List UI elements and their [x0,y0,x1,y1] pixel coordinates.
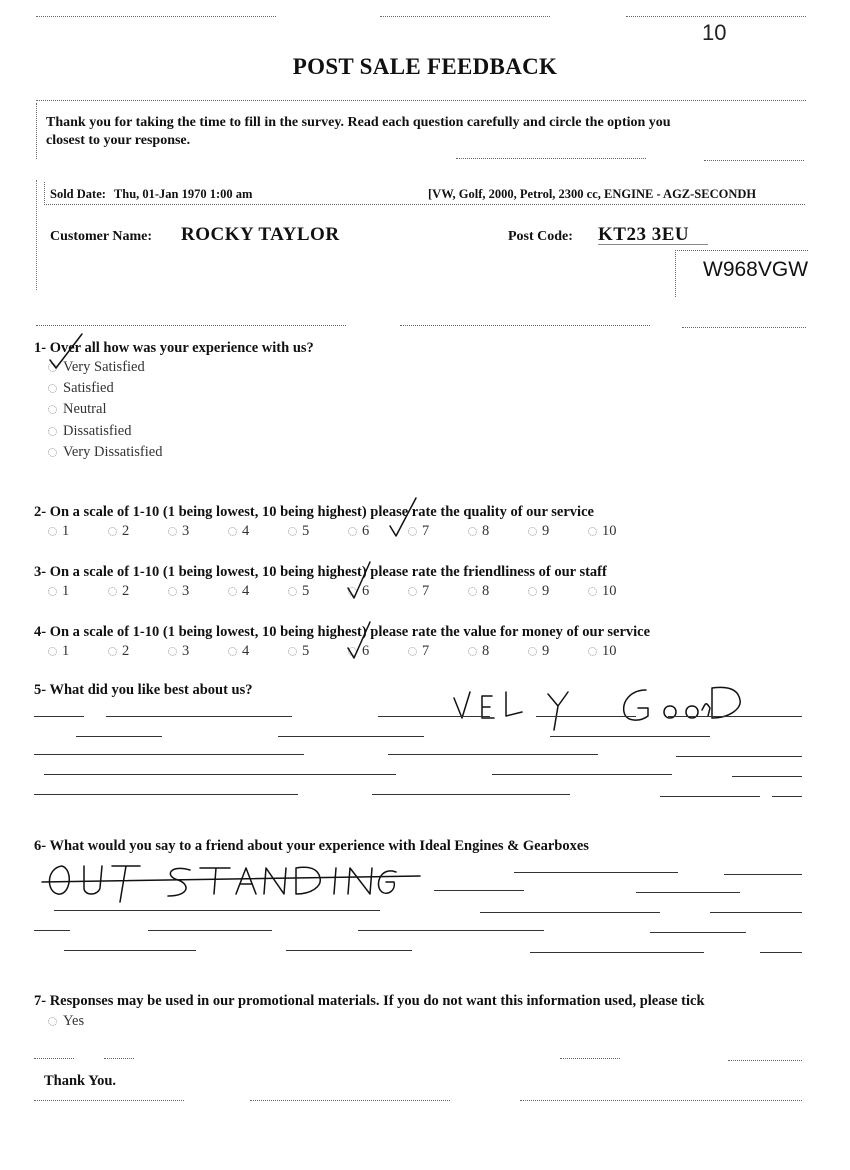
q4-option[interactable]: 9 [528,643,588,660]
radio-icon[interactable] [228,647,237,656]
answer-line [64,950,196,951]
q6-handwritten-answer [40,856,400,906]
radio-icon[interactable] [48,448,57,457]
radio-icon[interactable] [108,647,117,656]
divider [520,1100,802,1101]
customer-name-value: ROCKY TAYLOR [181,224,340,245]
q2-option[interactable]: 1 [48,523,108,540]
divider [36,16,276,17]
answer-line [480,912,660,913]
q2-option[interactable]: 4 [228,523,288,540]
q4-option[interactable]: 7 [408,643,468,660]
q2-option[interactable]: 8 [468,523,528,540]
q2-option[interactable]: 10 [588,523,628,540]
q4-option[interactable]: 2 [108,643,168,660]
q4-option[interactable]: 5 [288,643,348,660]
radio-icon[interactable] [228,587,237,596]
radio-icon[interactable] [348,527,357,536]
divider [34,1058,74,1059]
answer-line [710,912,802,913]
divider [560,1058,620,1059]
radio-icon[interactable] [48,587,57,596]
q3-option[interactable]: 5 [288,583,348,600]
q2-option[interactable]: 5 [288,523,348,540]
answer-line [44,774,396,775]
radio-icon[interactable] [228,527,237,536]
answer-line [278,736,424,737]
q1-option-very-dissatisfied[interactable]: Very Dissatisfied [48,444,162,461]
answer-line [732,776,802,777]
radio-icon[interactable] [408,587,417,596]
q3-option[interactable]: 3 [168,583,228,600]
radio-icon[interactable] [48,405,57,414]
page-number: 10 [702,20,727,45]
q4-option[interactable]: 4 [228,643,288,660]
q3-scale [48,583,628,600]
q1-option-satisfied[interactable]: Satisfied [48,380,114,397]
answer-line [514,872,678,873]
question-7: 7- Responses may be used in our promotional materials. If you do not want this information used, please tick [34,993,705,1009]
q5-handwritten-answer [430,672,750,732]
radio-icon[interactable] [588,527,597,536]
q3-option[interactable]: 8 [468,583,528,600]
radio-icon[interactable] [288,587,297,596]
divider [380,16,550,17]
radio-icon[interactable] [48,1017,57,1026]
radio-icon[interactable] [48,427,57,436]
radio-icon[interactable] [168,527,177,536]
margin-line [36,180,37,290]
radio-icon[interactable] [288,647,297,656]
intro-line-1: Thank you for taking the time to fill in the survey. Read each question carefully and circle the option you [46,115,671,130]
divider [682,327,806,328]
intro-line-2: closest to your response. [46,133,191,148]
q2-option[interactable]: 6 [348,523,408,540]
reference-number: W968VGW [703,258,809,281]
answer-line [388,754,598,755]
answer-line [668,716,802,717]
intro-text [46,114,806,150]
answer-line [772,796,802,797]
q4-option[interactable]: 3 [168,643,228,660]
q2-option[interactable]: 2 [108,523,168,540]
radio-icon[interactable] [408,647,417,656]
divider [400,325,650,326]
radio-icon[interactable] [468,587,477,596]
radio-icon[interactable] [168,647,177,656]
post-code-underline [598,244,708,245]
answer-line [530,952,704,953]
answer-line [76,736,162,737]
answer-line [106,716,292,717]
answer-line [434,890,524,891]
answer-line [34,930,70,931]
radio-icon[interactable] [168,587,177,596]
radio-icon[interactable] [588,647,597,656]
answer-line [54,910,380,911]
q2-option[interactable]: 7 [408,523,468,540]
q3-option[interactable]: 9 [528,583,588,600]
vehicle-description: [VW, Golf, 2000, Petrol, 2300 cc, ENGINE - AGZ-SECONDH [428,187,757,201]
q3-option[interactable]: 4 [228,583,288,600]
q3-option[interactable]: 10 [588,583,628,600]
q2-tick-mark-icon [380,496,430,546]
radio-icon[interactable] [48,527,57,536]
radio-icon[interactable] [468,647,477,656]
answer-line [148,930,272,931]
answer-line [378,716,490,717]
q4-option[interactable]: 1 [48,643,108,660]
divider [728,1060,802,1061]
question-5: 5- What did you like best about us? [34,682,253,698]
radio-icon[interactable] [528,527,537,536]
divider [34,1100,184,1101]
answer-line [492,774,672,775]
sold-date-value: Thu, 01-Jan 1970 1:00 am [113,187,253,201]
question-1: 1- Over all how was your experience with us? [34,340,314,356]
divider [456,158,646,159]
q3-option[interactable]: 2 [108,583,168,600]
question-6: 6- What would you say to a friend about your experience with Ideal Engines & Gearboxes [34,838,589,854]
radio-icon[interactable] [288,527,297,536]
question-3: 3- On a scale of 1-10 (1 being lowest, 10 being highest) please rate the friendliness of our staff [34,564,607,580]
divider [36,100,806,101]
q1-option-neutral[interactable]: Neutral [48,401,106,418]
answer-line [536,716,636,717]
question-4: 4- On a scale of 1-10 (1 being lowest, 10 being highest) please rate the value for money of our service [34,624,651,640]
closing-text: Thank You. [44,1073,117,1089]
q2-option[interactable]: 3 [168,523,228,540]
q4-tick-mark-icon [340,620,390,665]
q7-option-yes[interactable]: Yes [48,1013,84,1030]
radio-icon[interactable] [588,587,597,596]
q3-option[interactable]: 6 [348,583,408,600]
answer-line [660,796,760,797]
radio-icon[interactable] [108,527,117,536]
handwriting-icon [40,856,400,906]
radio-icon[interactable] [48,647,57,656]
q3-tick-mark-icon [340,560,390,605]
question-2: 2- On a scale of 1-10 (1 being lowest, 10 being highest) please rate the quality of our service [34,504,594,520]
q3-option[interactable]: 7 [408,583,468,600]
answer-line [650,932,746,933]
divider [704,160,804,161]
radio-icon[interactable] [468,527,477,536]
post-code-label: Post Code: [508,229,573,244]
q2-scale [48,523,628,540]
q1-option-dissatisfied[interactable]: Dissatisfied [48,423,131,440]
q4-option[interactable]: 6 [348,643,408,660]
q1-tick-mark-icon [40,330,100,380]
answer-line [676,756,802,757]
answer-line [372,794,570,795]
answer-line [358,930,544,931]
q3-option[interactable]: 1 [48,583,108,600]
q4-scale [48,643,628,660]
sold-date-label: Sold Date: [50,187,106,201]
answer-line [34,716,84,717]
divider [626,16,806,17]
answer-line [550,736,710,737]
page-title: POST SALE FEEDBACK [292,54,558,79]
answer-line [636,892,740,893]
customer-name-label: Customer Name: [50,229,152,244]
answer-line [286,950,412,951]
post-code-value: KT23 3EU [598,224,690,245]
handwriting-icon [430,672,750,738]
radio-icon[interactable] [48,384,57,393]
answer-line [724,874,802,875]
q1-option-very-satisfied[interactable]: Very Satisfied [48,359,145,376]
answer-line [34,754,304,755]
divider [36,325,346,326]
radio-icon[interactable] [108,587,117,596]
q2-option[interactable]: 9 [528,523,588,540]
q4-option[interactable]: 8 [468,643,528,660]
radio-icon[interactable] [528,647,537,656]
sold-date [50,187,252,202]
q4-option[interactable]: 10 [588,643,628,660]
answer-line [34,794,298,795]
answer-line [760,952,802,953]
divider [250,1100,450,1101]
divider [104,1058,134,1059]
radio-icon[interactable] [528,587,537,596]
